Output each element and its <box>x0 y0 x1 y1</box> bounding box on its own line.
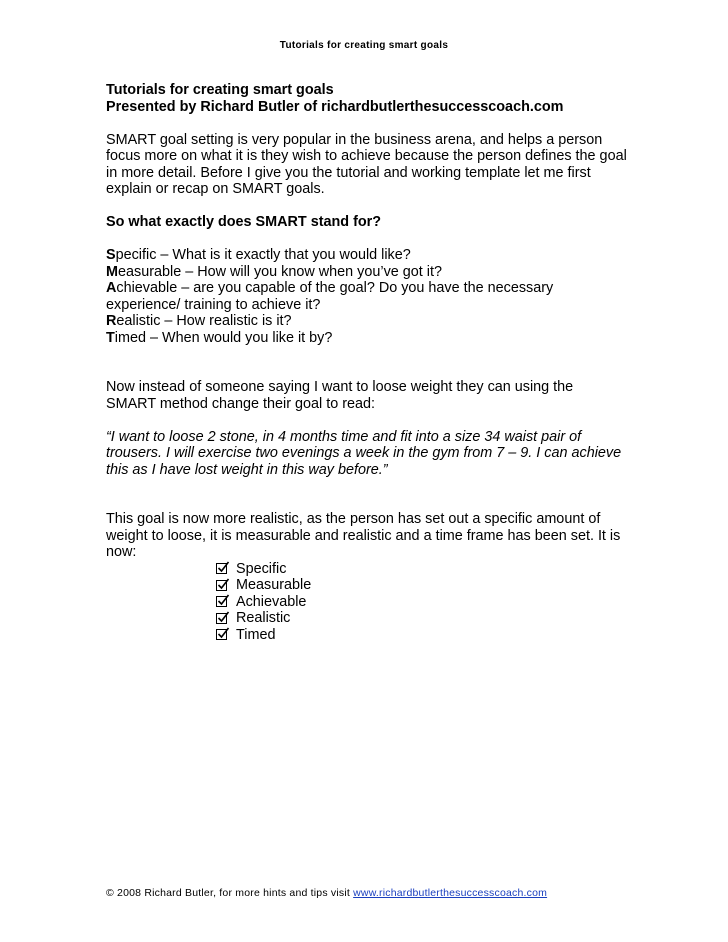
checklist-label: Realistic <box>236 610 291 626</box>
checkbox-checked-icon <box>216 596 227 607</box>
checkbox-checked-icon <box>216 613 227 624</box>
definition-text: pecific – What is it exactly that you would like? <box>115 247 411 263</box>
definition-text: chievable – are you capable of the goal? Do you have the necessary experience/ training to achieve it? <box>106 280 554 313</box>
checklist-label: Achievable <box>236 593 307 610</box>
conclusion-paragraph: This goal is now more realistic, as the person has set out a specific amount of weight to loose, it is measurable and realistic and a time frame has been set. It is now: <box>106 511 621 560</box>
checklist-item <box>216 627 636 644</box>
definition-text: easurable – How will you know when you’ve got it? <box>118 263 442 280</box>
checklist-item <box>216 577 636 594</box>
example-quote: “I want to loose 2 stone, in 4 months time and fit into a size 34 waist pair of trousers. I will exercise two evenings a week in the gym from 7 – 9. I can achieve this as I have lost weight in this way before.” <box>106 428 622 478</box>
checkbox-checked-icon <box>216 629 227 640</box>
checkbox-checked-icon <box>216 563 227 574</box>
checklist-item <box>216 561 636 578</box>
footer-website-link[interactable]: www.richardbutlerthesuccesscoach.com <box>353 887 548 899</box>
definition-achievable <box>106 280 576 313</box>
definition-letter: A <box>106 280 117 296</box>
checklist-label: Timed <box>236 626 276 643</box>
example-intro: Now instead of someone saying I want to loose weight they can using the SMART method change their goal to read: <box>106 379 574 412</box>
definition-text: ealistic – How realistic is it? <box>116 313 292 329</box>
definition-letter: S <box>106 247 116 263</box>
definition-timed <box>106 330 636 347</box>
page-footer <box>106 887 547 899</box>
smart-checklist <box>216 561 636 644</box>
section-question: So what exactly does SMART stand for? <box>106 214 382 230</box>
presenter-line: Presented by Richard Butler of richardbutlerthesuccesscoach.com <box>106 98 564 115</box>
footer-text: © 2008 Richard Butler, for more hints and tips visit <box>106 887 354 899</box>
definition-specific <box>106 247 636 264</box>
checklist-label: Measurable <box>236 577 312 593</box>
definition-letter: M <box>106 263 118 280</box>
checklist-item <box>216 610 636 627</box>
definition-realistic <box>106 313 636 330</box>
definition-letter: R <box>106 313 117 329</box>
definition-letter: T <box>106 329 115 346</box>
checklist-item <box>216 594 636 611</box>
smart-definitions <box>106 247 636 346</box>
running-header: Tutorials for creating smart goals <box>279 40 449 51</box>
intro-paragraph: SMART goal setting is very popular in the business arena, and helps a person focus more on what it is they wish to achieve because the person defines the goal in more detail. Before I give you the tutorial and working template let me first explain or recap on SMART goals. <box>106 131 627 197</box>
definition-measurable <box>106 264 636 281</box>
checklist-label: Specific <box>236 560 287 577</box>
document-body <box>106 82 636 643</box>
document-title: Tutorials for creating smart goals <box>106 82 334 98</box>
checkbox-checked-icon <box>216 580 227 591</box>
definition-text: imed – When would you like it by? <box>114 329 333 346</box>
